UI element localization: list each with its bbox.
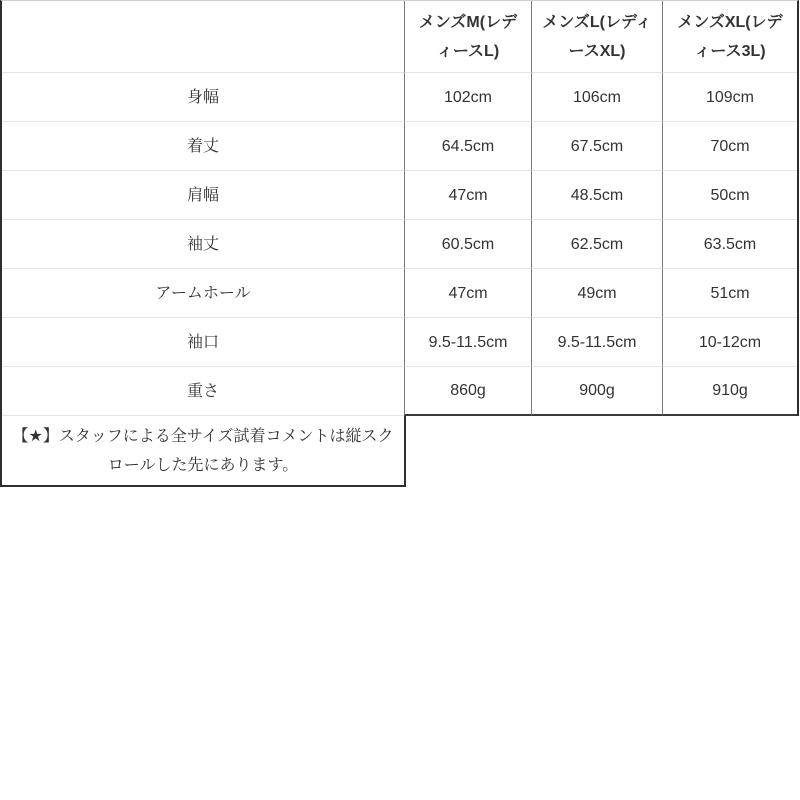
value-shoulder-xl: 50cm [662, 171, 797, 220]
value-weight-xl: 910g [662, 367, 797, 416]
value-armhole-l: 49cm [531, 269, 662, 318]
value-length-m: 64.5cm [404, 122, 531, 171]
row-label-cuff: 袖口 [2, 318, 404, 367]
value-cuff-l: 9.5-11.5cm [531, 318, 662, 367]
value-length-xl: 70cm [662, 122, 797, 171]
row-label-body-width: 身幅 [2, 73, 404, 122]
column-header-mens-l: メンズL(レディースXL) [531, 1, 662, 73]
value-body-width-l: 106cm [531, 73, 662, 122]
value-sleeve-length-m: 60.5cm [404, 220, 531, 269]
value-armhole-xl: 51cm [662, 269, 797, 318]
size-note-text: 【★】スタッフによる全サイズ試着コメントは縦スクロールした先にあります。 [12, 427, 394, 474]
value-sleeve-length-xl: 63.5cm [662, 220, 797, 269]
row-label-weight: 重さ [2, 367, 404, 416]
value-cuff-m: 9.5-11.5cm [404, 318, 531, 367]
row-label-sleeve-length: 袖丈 [2, 220, 404, 269]
value-cuff-xl: 10-12cm [662, 318, 797, 367]
column-header-mens-m: メンズM(レディースL) [404, 1, 531, 73]
row-label-shoulder-width: 肩幅 [2, 171, 404, 220]
value-body-width-m: 102cm [404, 73, 531, 122]
value-body-width-xl: 109cm [662, 73, 797, 122]
value-length-l: 67.5cm [531, 122, 662, 171]
value-weight-m: 860g [404, 367, 531, 416]
value-shoulder-m: 47cm [404, 171, 531, 220]
value-weight-l: 900g [531, 367, 662, 416]
value-shoulder-l: 48.5cm [531, 171, 662, 220]
row-label-length: 着丈 [2, 122, 404, 171]
value-sleeve-length-l: 62.5cm [531, 220, 662, 269]
corner-empty-cell [2, 1, 404, 73]
size-note [0, 416, 406, 487]
value-armhole-m: 47cm [404, 269, 531, 318]
row-label-armhole: アームホール [2, 269, 404, 318]
column-header-mens-xl: メンズXL(レディース3L) [662, 1, 797, 73]
